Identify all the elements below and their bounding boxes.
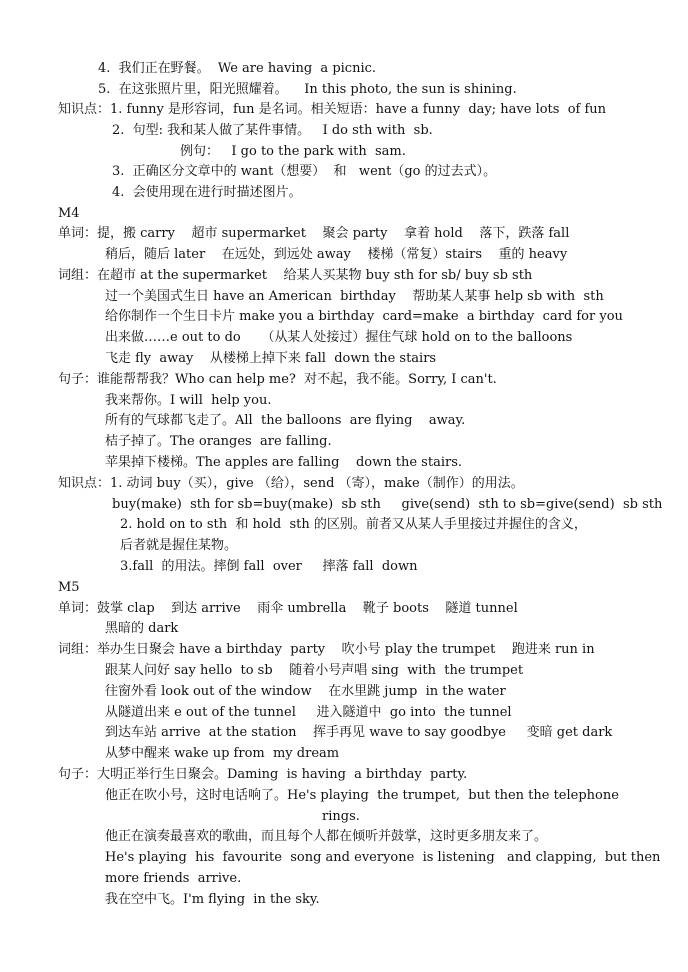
text-line: 3. 正确区分文章中的 want（想要） 和 went（go 的过去式）。 <box>112 164 497 179</box>
text-line: 苹果掉下楼梯。The apples are falling down the stairs. <box>105 455 462 470</box>
text-line: 从隧道出来 e out of the tunnel 进入隧道中 go into the tunnel <box>105 705 512 720</box>
text-line: 从梦中醒来 wake up from my dream <box>105 746 340 761</box>
text-line: 单词：鼓掌 clap 到达 arrive 雨伞 umbrella 靴子 boots 隧道 tunnel <box>58 601 518 616</box>
text-line: 5. 在这张照片里，阳光照耀着。 In this photo, the sun is shining. <box>98 82 517 97</box>
text-line: 他正在吹小号，这时电话响了。He's playing the trumpet, but then the telephone <box>105 788 619 803</box>
text-line: He's playing his favourite song and everyone is listening and clapping, but then <box>105 850 661 865</box>
text-line: 跟某人问好 say hello to sb 随着小号声唱 sing with the trumpet <box>105 663 524 678</box>
text-line: 单词：提，搬 carry 超市 supermarket 聚会 party 拿着 hold 落下，跌落 fall <box>58 226 570 241</box>
text-line: 稍后，随后 later 在远处，到远处 away 楼梯（常复）stairs 重的 heavy <box>105 247 568 262</box>
text-line: 词组：在超市 at the supermarket 给某人买某物 buy sth for sb/ buy sb sth <box>58 268 533 283</box>
text-line: 2. hold on to sth 和 hold sth 的区别。前者又从某人手里接过并握住的含义， <box>120 517 587 532</box>
text-line: 知识点：1. funny 是形容词，fun 是名词。相关短语：have a funny day; have lots of fun <box>58 102 607 117</box>
text-line: more friends arrive. <box>105 871 242 886</box>
text-line: 到达车站 arrive at the station 挥手再见 wave to say goodbye 变暗 get dark <box>105 725 613 740</box>
text-line: 过一个美国式生日 have an American birthday 帮助某人某事 help sb with sth <box>105 289 604 304</box>
section-heading-m5: M5 <box>58 580 80 595</box>
text-line: 我来帮你。I will help you. <box>105 393 272 408</box>
text-line: 4. 我们正在野餐。 We are having a picnic. <box>98 61 377 76</box>
text-line: 2. 句型: 我和某人做了某件事情。 I do sth with sb. <box>112 123 433 138</box>
text-line: 给你制作一个生日卡片 make you a birthday card=make a birthday card for you <box>105 309 623 324</box>
text-line: 我在空中飞。I'm flying in the sky. <box>105 892 320 907</box>
text-line: 3.fall 的用法。摔倒 fall over 摔落 fall down <box>120 559 418 574</box>
section-heading-m4: M4 <box>58 206 80 221</box>
text-line: 他正在演奏最喜欢的歌曲，而且每个人都在倾听并鼓掌，这时更多朋友来了。 <box>105 829 548 844</box>
text-line: buy(make) sth for sb=buy(make) sb sth give(send) sth to sb=give(send) sb sth <box>112 497 663 512</box>
text-line: 例句： I go to the park with sam. <box>180 144 406 159</box>
text-line: 黑暗的 dark <box>105 621 179 636</box>
text-line: 出来做……e out to do （从某人处接过）握住气球 hold on to the balloons <box>105 330 573 345</box>
text-line: 往窗外看 look out of the window 在水里跳 jump in the water <box>105 684 506 699</box>
text-line: rings. <box>322 809 360 824</box>
text-line: 所有的气球都飞走了。All the balloons are flying away. <box>105 413 466 428</box>
text-line: 知识点：1. 动词 buy（买），give （给），send （寄），make（制作）的用法。 <box>58 476 524 491</box>
text-line: 4. 会使用现在进行时描述图片。 <box>112 185 302 200</box>
text-line: 词组：举办生日聚会 have a birthday party 吹小号 play the trumpet 跑进来 run in <box>58 642 595 657</box>
text-line: 句子：谁能帮帮我？Who can help me? 对不起，我不能。Sorry, I can't. <box>58 372 497 387</box>
text-line: 后者就是握住某物。 <box>120 538 238 553</box>
text-line: 句子：大明正举行生日聚会。Daming is having a birthday party. <box>58 767 468 782</box>
text-line: 飞走 fly away 从楼梯上掉下来 fall down the stairs <box>105 351 437 366</box>
text-line: 桔子掉了。The oranges are falling. <box>105 434 332 449</box>
